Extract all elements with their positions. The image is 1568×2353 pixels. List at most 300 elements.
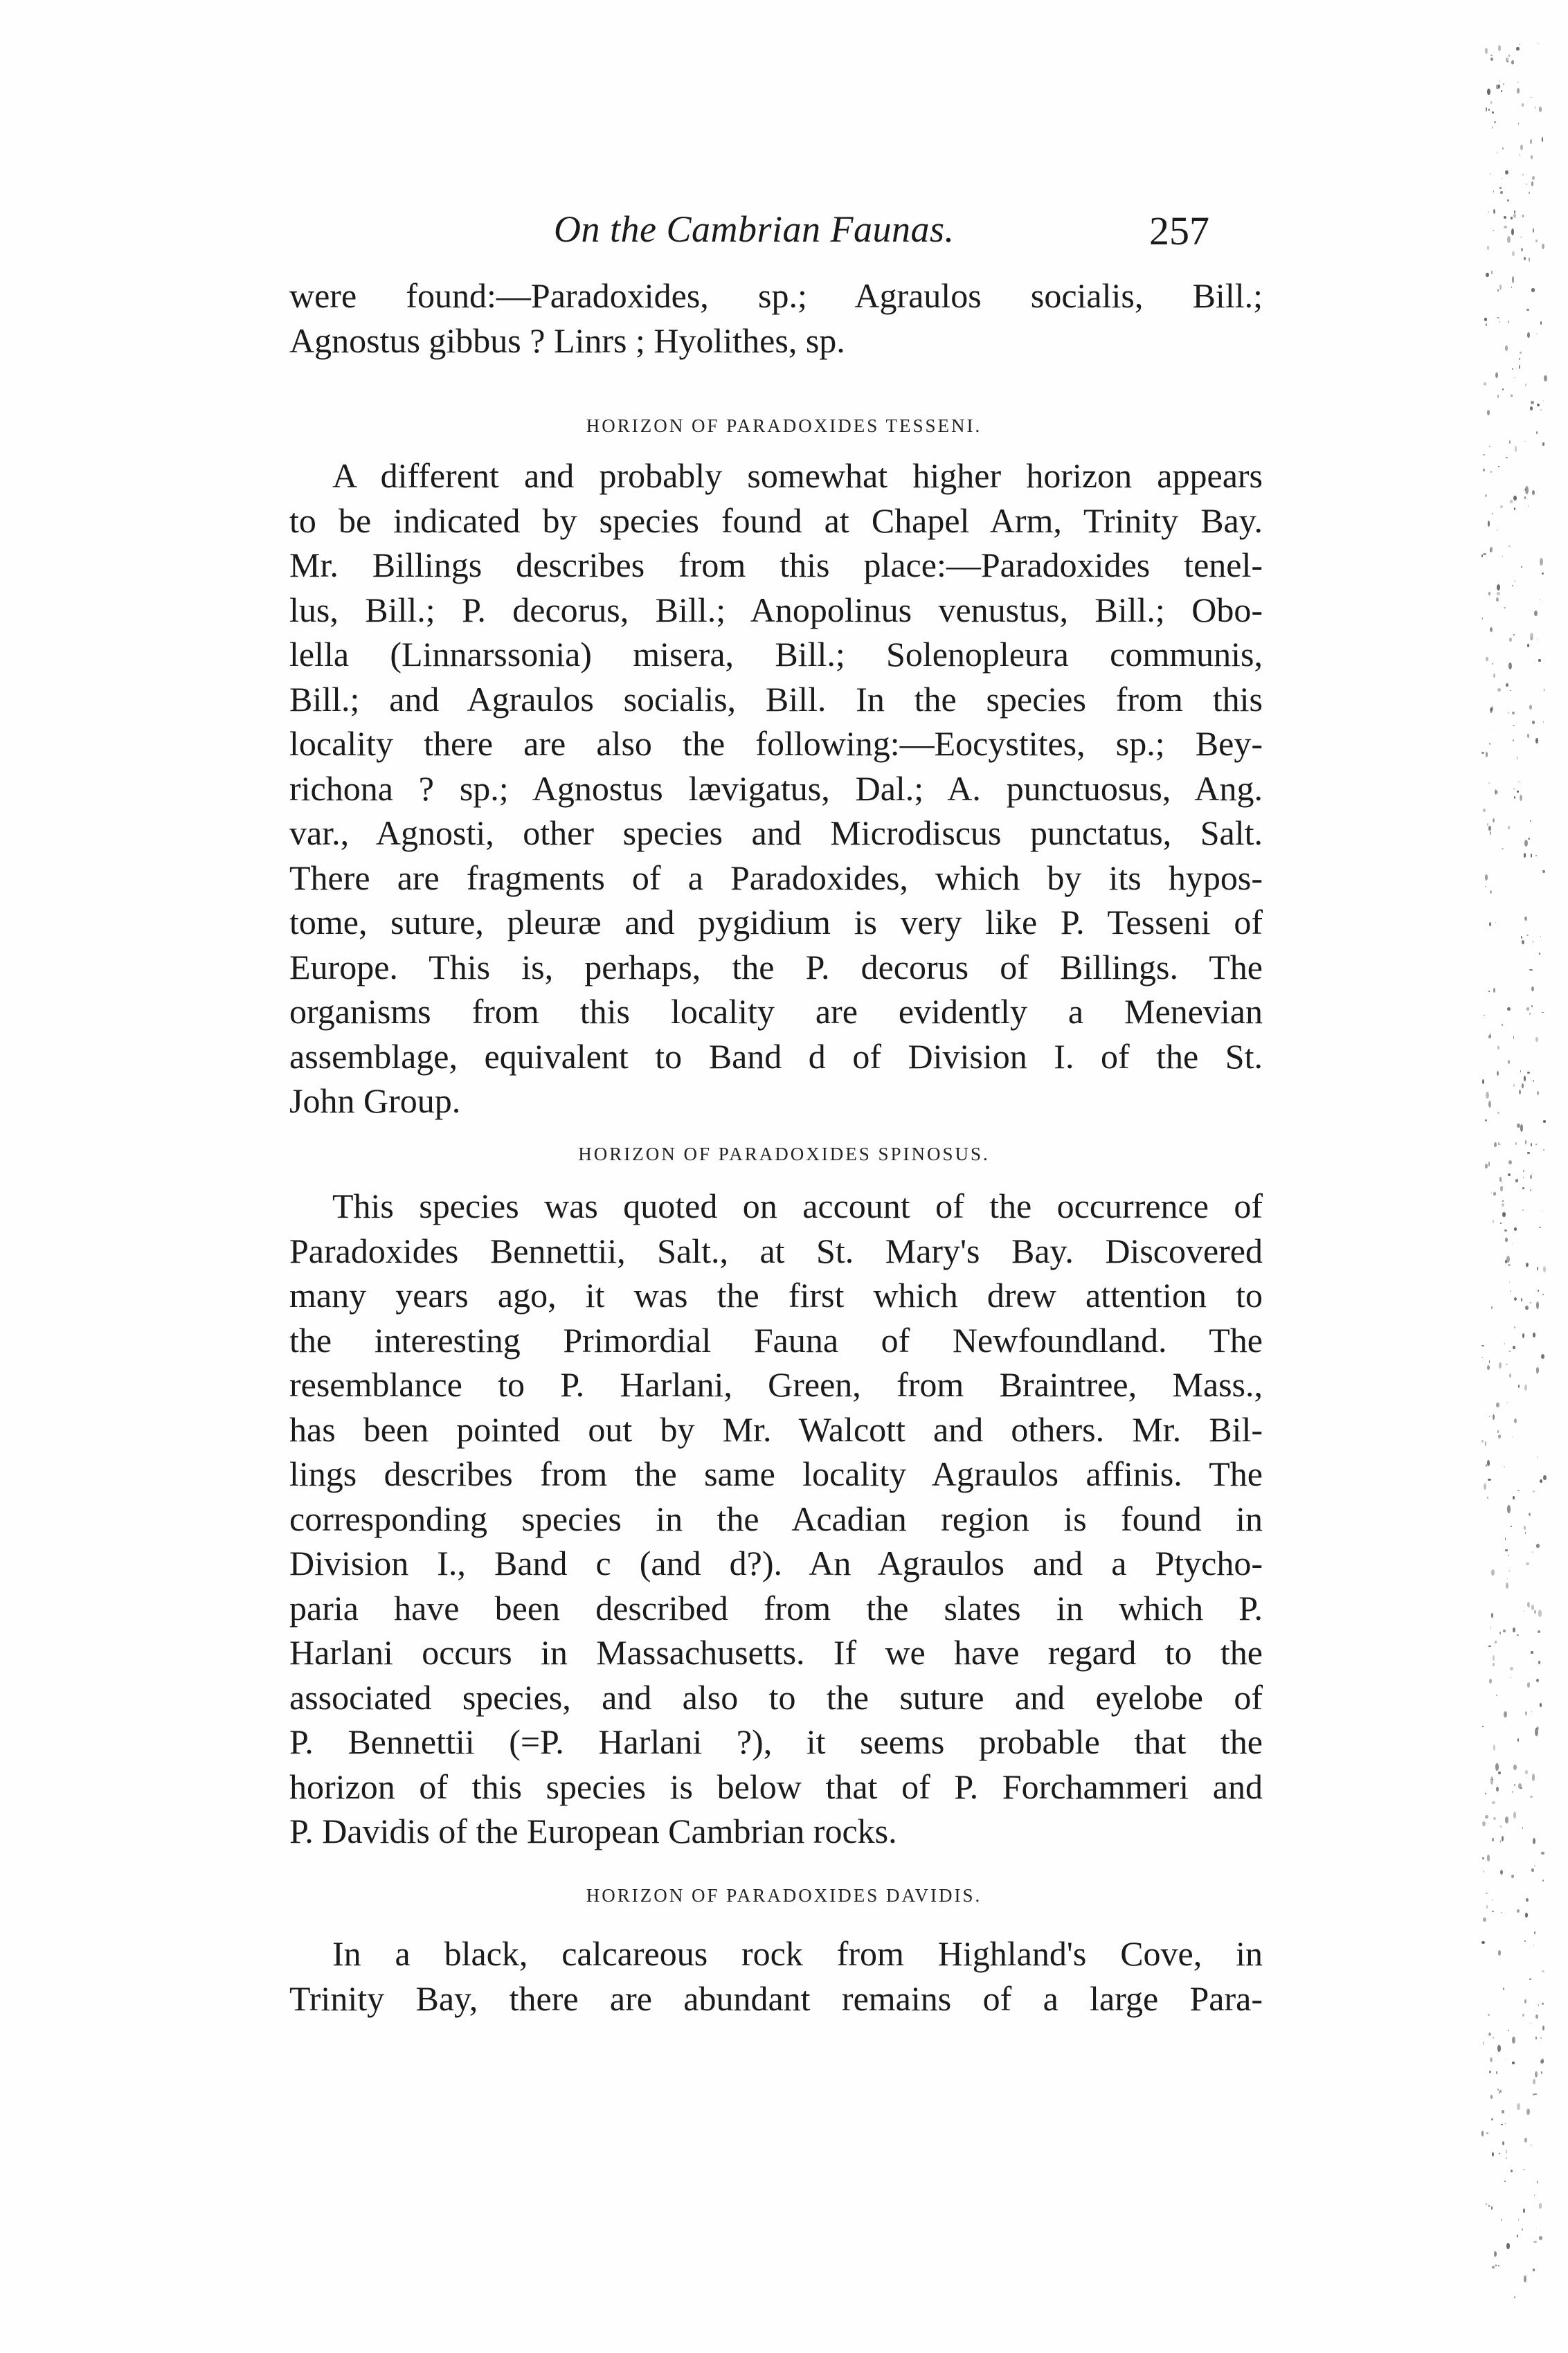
scan-speck (1531, 1868, 1534, 1871)
scan-speck (1492, 1911, 1494, 1912)
scan-speck (1542, 1970, 1544, 1972)
scan-speck (1503, 1630, 1506, 1632)
scan-speck (1497, 289, 1499, 291)
scan-speck (1524, 2275, 1526, 2282)
scan-speck (1529, 1978, 1531, 1981)
text-line: Trinity Bay, there are abundant remains of a large Para- (289, 1978, 1263, 2018)
scan-speck (1538, 2004, 1539, 2006)
scan-speck (1526, 1263, 1528, 1267)
scan-speck (1501, 2219, 1502, 2221)
scan-speck (1520, 1124, 1523, 1131)
scan-speck (1508, 55, 1510, 57)
scan-speck (1540, 558, 1543, 566)
scan-speck (1533, 2241, 1537, 2243)
scan-speck (1504, 2181, 1506, 2183)
scan-speck (1490, 707, 1493, 712)
scan-speck (1527, 332, 1530, 338)
scan-speck (1501, 90, 1502, 92)
scan-speck (1490, 1776, 1493, 1784)
scan-speck (1529, 1513, 1531, 1516)
scan-speck (1520, 145, 1523, 150)
scan-speck (1489, 922, 1491, 926)
scan-speck (1539, 107, 1542, 112)
scan-speck (1497, 317, 1499, 318)
scan-speck (1533, 228, 1534, 233)
scan-speck (1510, 1677, 1511, 1678)
scan-speck (1524, 917, 1526, 921)
scan-speck (1505, 1549, 1507, 1552)
scan-speck (1487, 1497, 1488, 1499)
scan-speck (1517, 1490, 1520, 1491)
scan-speck (1541, 1354, 1544, 1359)
scan-speck (1524, 1385, 1527, 1391)
scan-speck (1488, 2205, 1490, 2208)
scan-speck (1540, 936, 1541, 937)
scan-speck (1495, 2264, 1497, 2267)
scan-speck (1493, 209, 1495, 214)
scan-speck (1483, 469, 1485, 471)
scan-edge-noise (1481, 42, 1551, 2312)
scan-speck (1514, 1418, 1517, 1423)
scan-speck (1513, 1496, 1515, 1499)
scan-speck (1497, 1046, 1499, 1049)
scan-speck (1486, 107, 1487, 111)
scan-speck (1486, 1893, 1488, 1895)
scan-speck (1491, 271, 1493, 274)
scan-speck (1533, 1838, 1535, 1844)
scan-speck (1502, 1212, 1505, 1217)
scan-speck (1511, 228, 1514, 235)
scan-speck (1533, 2093, 1535, 2095)
scan-speck (1497, 592, 1500, 596)
scan-speck (1536, 1544, 1540, 1548)
scan-speck (1492, 2266, 1495, 2269)
scan-speck (1514, 1784, 1515, 1787)
text-line: horizon of this species is below that of P. Forchammeri and (289, 1767, 1263, 1806)
scan-speck (1490, 1626, 1492, 1629)
scan-speck (1488, 782, 1490, 784)
scan-speck (1493, 1745, 1496, 1751)
scan-speck (1531, 1143, 1532, 1146)
scan-speck (1487, 89, 1490, 96)
text-line: lus, Bill.; P. decorus, Bill.; Anopolinus venustus, Bill.; Obo- (289, 590, 1263, 629)
scan-speck (1513, 1812, 1516, 1819)
scan-speck (1517, 1909, 1520, 1913)
scan-speck (1507, 1578, 1508, 1579)
scan-speck (1527, 734, 1530, 738)
scan-speck (1537, 404, 1540, 406)
scan-speck (1490, 55, 1493, 57)
scan-speck (1485, 494, 1487, 496)
scan-speck (1488, 826, 1490, 831)
scan-speck (1522, 1333, 1524, 1338)
scan-speck (1524, 1999, 1526, 2003)
scan-speck (1507, 1505, 1511, 1513)
scan-speck (1509, 440, 1511, 444)
scan-speck (1530, 820, 1531, 822)
scan-speck (1484, 382, 1486, 386)
scan-speck (1515, 1142, 1517, 1145)
scan-speck (1490, 57, 1493, 61)
scan-speck (1502, 2141, 1504, 2145)
scan-speck (1497, 584, 1500, 590)
scan-speck (1542, 442, 1544, 446)
scan-speck (1524, 840, 1528, 847)
scan-speck (1497, 2045, 1500, 2052)
scan-speck (1487, 1855, 1490, 1861)
scan-speck (1491, 1192, 1492, 1193)
scan-speck (1533, 2269, 1535, 2271)
scan-speck (1517, 1634, 1519, 1636)
scan-speck (1500, 505, 1504, 508)
scan-speck (1489, 743, 1490, 745)
scan-speck (1488, 1101, 1491, 1108)
scan-speck (1493, 1192, 1497, 1195)
scan-speck (1530, 1302, 1531, 1304)
scan-speck (1528, 838, 1530, 839)
scan-speck (1506, 2149, 1507, 2154)
scan-speck (1526, 1562, 1529, 1565)
scan-speck (1506, 1364, 1508, 1365)
scan-speck (1540, 2059, 1543, 2064)
scan-speck (1521, 1298, 1522, 1301)
scan-speck (1535, 1144, 1537, 1145)
scan-speck (1513, 1084, 1515, 1087)
scan-speck (1510, 500, 1513, 503)
scan-speck (1518, 123, 1520, 125)
scan-speck (1509, 638, 1512, 642)
scan-speck (1525, 1711, 1527, 1715)
scan-speck (1504, 1711, 1507, 1718)
section-heading-davidis: HORIZON OF PARADOXIDES DAVIDIS. (586, 1885, 982, 1906)
scan-speck (1500, 1870, 1503, 1875)
scan-speck (1499, 2153, 1500, 2154)
scan-speck (1492, 663, 1493, 664)
scan-speck (1502, 2110, 1504, 2113)
scan-speck (1536, 1301, 1539, 1309)
scan-speck (1490, 890, 1492, 894)
scan-speck (1502, 1024, 1504, 1026)
scan-speck (1512, 1436, 1513, 1437)
scan-speck (1513, 634, 1515, 635)
scan-speck (1484, 1015, 1486, 1016)
scan-speck (1524, 1526, 1526, 1529)
scan-speck (1522, 1827, 1523, 1829)
text-line: Mr. Billings describes from this place:—Paradoxides tenel- (289, 546, 1263, 584)
scan-speck (1542, 244, 1544, 249)
scan-speck (1526, 1007, 1529, 1011)
scan-speck (1529, 705, 1533, 710)
text-line: corresponding species in the Acadian region is found in (289, 1499, 1263, 1538)
scan-speck (1522, 2228, 1523, 2230)
scan-speck (1482, 1821, 1486, 1827)
scan-speck (1498, 1434, 1501, 1439)
text-line: Division I., Band c (and d?). An Agraulos and a Ptycho- (289, 1544, 1263, 1583)
scan-speck (1497, 1430, 1499, 1433)
scan-speck (1501, 178, 1502, 179)
scan-speck (1520, 1070, 1521, 1072)
scan-speck (1491, 1306, 1493, 1309)
scan-speck (1515, 446, 1517, 452)
scan-speck (1506, 1583, 1508, 1588)
scan-speck (1535, 2093, 1537, 2095)
text-line: var., Agnosti, other species and Microdiscus punctatus, Salt. (289, 813, 1263, 852)
scan-speck (1492, 1801, 1495, 1804)
scan-speck (1491, 2118, 1493, 2120)
text-line: were found:—Paradoxides, sp.; Agraulos socialis, Bill.; (289, 276, 1263, 315)
scan-speck (1529, 1013, 1531, 1015)
scan-speck (1506, 457, 1508, 458)
scan-speck (1543, 400, 1544, 402)
scan-speck (1531, 1711, 1532, 1713)
scan-speck (1488, 2032, 1491, 2036)
scan-speck (1523, 1177, 1524, 1178)
scan-speck (1520, 352, 1522, 353)
scan-speck (1537, 1267, 1538, 1271)
scan-speck (1485, 1164, 1488, 1169)
scan-speck (1495, 1641, 1497, 1643)
scan-speck (1517, 2235, 1518, 2237)
scan-speck (1535, 240, 1538, 242)
scan-speck (1487, 1365, 1490, 1370)
scan-speck (1489, 446, 1490, 447)
scan-speck (1514, 1227, 1517, 1231)
scan-speck (1537, 1457, 1538, 1458)
scan-speck (1522, 103, 1524, 106)
scan-speck (1524, 2138, 1527, 2143)
scan-speck (1531, 1651, 1533, 1654)
scan-speck (1532, 176, 1535, 180)
scan-speck (1512, 276, 1515, 282)
scan-speck (1496, 2071, 1497, 2074)
scan-speck (1488, 109, 1490, 111)
text-line: locality there are also the following:—Eocystites, sp.; Bey- (289, 724, 1263, 763)
scan-speck (1482, 617, 1483, 620)
scan-speck (1498, 2265, 1499, 2266)
scan-speck (1535, 2071, 1538, 2077)
scan-speck (1524, 1076, 1526, 1081)
scan-speck (1489, 1360, 1490, 1363)
scan-speck (1490, 831, 1491, 834)
scan-speck (1527, 1682, 1530, 1688)
scan-speck (1531, 1173, 1532, 1174)
scan-speck (1508, 826, 1509, 829)
scan-speck (1492, 111, 1494, 114)
scan-speck (1523, 2208, 1525, 2213)
scan-speck (1490, 101, 1492, 104)
scan-speck (1495, 372, 1498, 378)
text-line: Europe. This is, perhaps, the P. decorus of Billings. The (289, 947, 1263, 986)
scan-speck (1496, 1695, 1497, 1697)
scan-speck (1498, 1950, 1502, 1956)
scan-speck (1523, 2169, 1525, 2171)
scan-speck (1513, 1036, 1515, 1038)
scan-speck (1493, 674, 1495, 678)
scan-speck (1486, 273, 1489, 278)
scan-speck (1531, 288, 1535, 292)
scan-speck (1517, 82, 1518, 83)
scan-speck (1542, 2003, 1544, 2005)
scan-speck (1514, 580, 1516, 582)
scan-speck (1511, 2170, 1513, 2172)
scan-speck (1490, 2095, 1493, 2099)
scan-speck (1532, 721, 1535, 725)
scan-speck (1526, 183, 1527, 185)
scan-speck (1495, 1763, 1498, 1771)
scan-speck (1524, 1940, 1525, 1941)
scan-speck (1504, 216, 1506, 219)
scan-speck (1517, 1738, 1519, 1742)
text-line: many years ago, it was the first which drew attention to (289, 1276, 1263, 1315)
scan-speck (1527, 1072, 1530, 1074)
scan-speck (1495, 922, 1496, 923)
scan-speck (1543, 1475, 1547, 1481)
scan-speck (1542, 1294, 1544, 1295)
scan-speck (1526, 935, 1529, 936)
scan-speck (1501, 2124, 1503, 2126)
scan-speck (1488, 1479, 1491, 1481)
scan-speck (1505, 1816, 1508, 1823)
scan-speck (1521, 566, 1522, 567)
scan-speck (1539, 953, 1540, 955)
scan-speck (1518, 2219, 1520, 2221)
scan-speck (1492, 1838, 1494, 1842)
scan-speck (1488, 1162, 1490, 1166)
scan-speck (1500, 2090, 1502, 2093)
scan-speck (1508, 662, 1512, 669)
text-line: P. Bennettii (=P. Harlani ?), it seems probable that the (289, 1722, 1263, 1761)
scan-speck (1508, 1060, 1510, 1064)
scan-speck (1505, 2123, 1506, 2124)
scan-speck (1527, 1602, 1530, 1607)
scan-speck (1513, 788, 1515, 790)
scan-speck (1494, 1142, 1497, 1147)
scan-speck (1503, 1987, 1504, 1990)
scan-speck (1508, 2030, 1509, 2031)
scan-speck (1525, 1770, 1528, 1774)
scan-speck (1487, 246, 1489, 249)
scan-speck (1521, 248, 1523, 251)
scan-speck (1488, 1646, 1491, 1647)
scan-speck (1504, 607, 1506, 608)
scan-speck (1543, 1149, 1544, 1151)
scan-speck (1490, 173, 1491, 174)
scan-speck (1493, 1817, 1496, 1820)
scan-speck (1542, 573, 1544, 575)
scan-speck (1533, 1333, 1535, 1337)
scan-speck (1511, 217, 1512, 219)
scan-speck (1535, 738, 1538, 743)
text-line: lings describes from the same locality Agraulos affinis. The (289, 1454, 1263, 1493)
scan-speck (1532, 1774, 1535, 1780)
text-line: resemblance to P. Harlani, Green, from Braintree, Mass., (289, 1365, 1263, 1404)
scan-speck (1532, 1551, 1533, 1552)
scan-speck (1487, 410, 1490, 415)
scan-speck (1493, 1414, 1495, 1420)
scan-speck (1499, 1632, 1501, 1634)
scan-speck (1481, 752, 1484, 754)
scan-speck (1510, 690, 1511, 692)
scan-speck (1506, 683, 1508, 687)
scan-speck (1514, 1297, 1517, 1301)
scan-speck (1517, 88, 1520, 93)
scan-speck (1493, 1220, 1495, 1223)
scan-speck (1511, 1526, 1512, 1528)
scan-speck (1525, 384, 1526, 386)
scan-speck (1512, 712, 1515, 714)
scan-speck (1506, 2243, 1510, 2249)
scan-speck (1506, 1402, 1508, 1403)
scan-speck (1481, 1440, 1484, 1443)
scan-speck (1513, 213, 1516, 217)
scan-speck (1489, 1416, 1490, 1417)
text-line: organisms from this locality are evidently a Menevian (289, 992, 1263, 1031)
scan-speck (1485, 1793, 1486, 1794)
scan-speck (1529, 969, 1532, 971)
scan-speck (1486, 752, 1488, 757)
scan-speck (1542, 1012, 1543, 1013)
scan-speck (1483, 454, 1486, 456)
scan-speck (1537, 1091, 1539, 1094)
scan-speck (1482, 1357, 1483, 1358)
text-line: richona ? sp.; Agnostus lævigatus, Dal.; A. punctuosus, Ang. (289, 768, 1263, 808)
paragraph-spinosus (289, 1184, 1263, 1854)
scan-speck (1485, 1441, 1487, 1446)
scan-speck (1497, 1112, 1499, 1114)
scan-speck (1510, 1667, 1513, 1670)
scan-speck (1535, 2014, 1538, 2019)
scan-speck (1493, 988, 1495, 993)
scan-speck (1511, 395, 1513, 396)
scan-speck (1533, 2079, 1535, 2084)
scan-speck (1494, 2251, 1497, 2257)
scan-speck (1536, 431, 1538, 434)
scan-speck (1512, 1791, 1513, 1793)
scan-speck (1508, 1264, 1511, 1266)
scan-speck (1540, 409, 1542, 411)
scan-speck (1510, 1290, 1511, 1292)
scan-speck (1490, 1033, 1491, 1037)
scan-speck (1544, 375, 1547, 381)
running-title: On the Cambrian Faunas. (554, 208, 955, 250)
scan-speck (1538, 1610, 1542, 1616)
scan-speck (1499, 80, 1500, 82)
text-line: paria have been described from the slates in which P. (289, 1588, 1263, 1628)
scan-speck (1522, 2014, 1524, 2016)
scan-speck (1497, 395, 1499, 398)
scan-speck (1543, 1120, 1546, 1123)
scan-speck (1486, 2132, 1488, 2134)
scan-speck (1506, 2157, 1507, 2160)
scan-speck (1530, 1175, 1532, 1178)
scan-speck (1539, 2236, 1542, 2239)
scan-speck (1531, 155, 1533, 159)
scan-speck (1486, 1092, 1489, 1099)
scan-speck (1488, 211, 1489, 213)
scan-speck (1525, 1532, 1526, 1534)
scan-speck (1505, 170, 1508, 174)
scan-speck (1538, 1661, 1540, 1664)
scan-speck (1542, 870, 1545, 873)
scan-speck (1517, 2103, 1520, 2109)
scan-speck (1540, 2037, 1542, 2038)
scan-speck (1538, 1630, 1540, 1634)
scan-speck (1508, 321, 1510, 323)
scan-speck (1506, 1256, 1510, 1263)
scan-speck (1508, 1173, 1511, 1176)
scan-speck (1511, 287, 1512, 288)
scan-speck (1502, 388, 1504, 390)
